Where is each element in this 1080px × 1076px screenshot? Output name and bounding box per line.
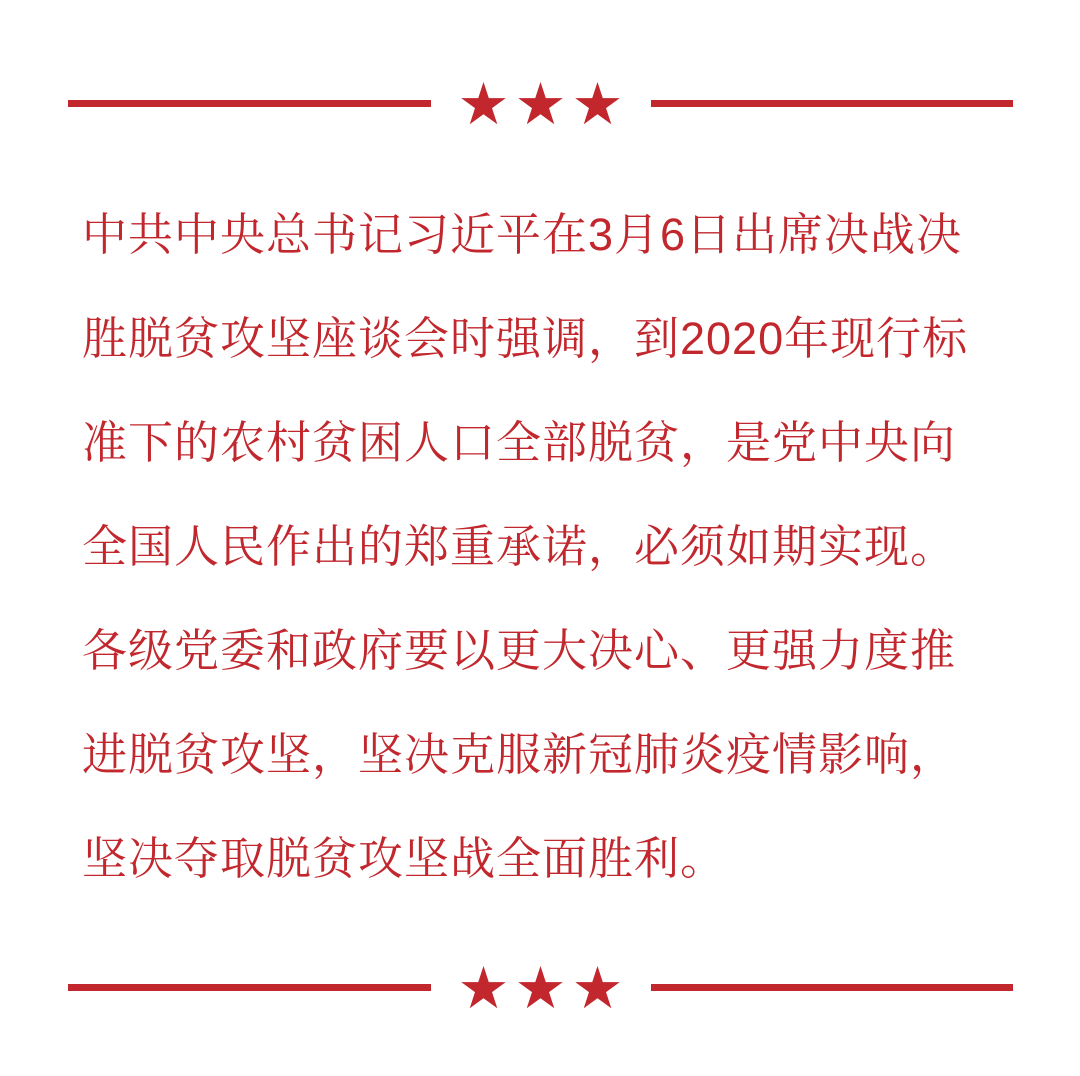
star-group [457,956,624,1021]
paragraph-line: 各级党委和政府要以更大决心、更强力度推 [82,625,957,676]
paragraph-line: 全国人民作出的郑重承诺，必须如期实现。 [82,521,957,572]
paragraph-line: 进脱贫攻坚，坚决克服新冠肺炎疫情影响， [82,729,957,780]
divider-line-right [651,100,1014,107]
star-icon: ★ [457,72,510,137]
star-group [457,72,624,137]
star-icon: ★ [457,956,510,1021]
divider-line-left [68,984,431,991]
bottom-divider [68,956,1013,1021]
article-text [82,183,1018,911]
divider-line-left [68,100,431,107]
top-divider [68,72,1013,137]
star-icon: ★ [571,956,624,1021]
star-icon: ★ [514,956,567,1021]
paragraph-line: 准下的农村贫困人口全部脱贫，是党中央向 [82,417,957,468]
paragraph-line: 坚决夺取脱贫攻坚战全面胜利。 [82,833,727,884]
paragraph-line: 中共中央总书记习近平在3月6日出席决战决 [82,209,963,260]
divider-line-right [651,984,1014,991]
star-icon: ★ [514,72,567,137]
paragraph-line: 胜脱贫攻坚座谈会时强调，到2020年现行标 [82,313,969,364]
star-icon: ★ [571,72,624,137]
